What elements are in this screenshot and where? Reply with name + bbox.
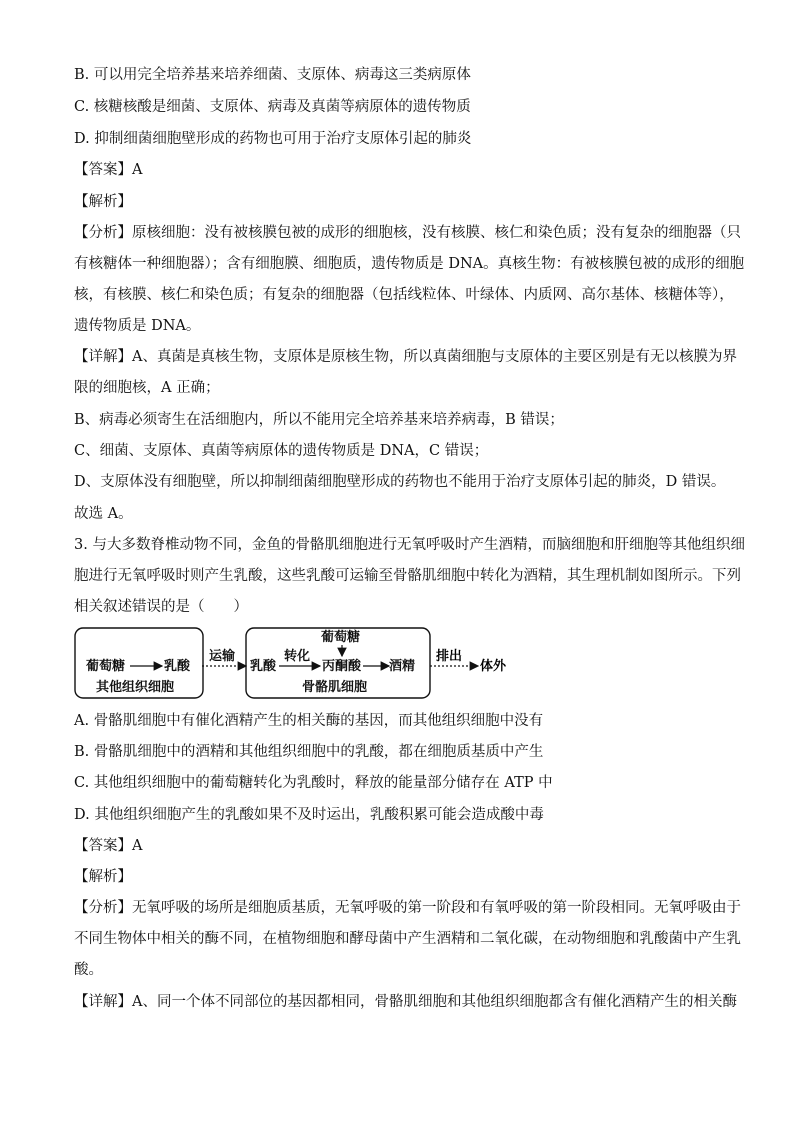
convert-label: 转化 <box>284 649 311 664</box>
question-3-line: 相关叙述错误的是（ ） <box>74 599 248 615</box>
glucose-left-label: 葡萄糖 <box>86 659 126 674</box>
excrete-label: 排出 <box>436 649 463 664</box>
transport-label: 运输 <box>209 649 236 664</box>
outside-label: 体外 <box>480 659 507 674</box>
conclusion-line: 故选 A。 <box>74 506 133 522</box>
detail-line: 【详解】A、真菌是真核生物，支原体是原核生物，所以真菌细胞与支原体的主要区别是有无以核膜为界 <box>74 349 737 365</box>
analysis-line: 酸。 <box>74 962 103 978</box>
analysis-line: 遗传物质是 DNA。 <box>74 318 201 334</box>
alcohol-label: 酒精 <box>389 659 416 674</box>
analysis-line: 不同生物体中相关的酶不同，在植物细胞和酵母菌中产生酒精和二氧化碳，在动物细胞和乳酸菌中产生乳 <box>74 931 741 947</box>
lactic-left-label: 乳酸 <box>164 659 191 674</box>
answer-label: 【答案】A <box>74 162 143 178</box>
detail-line: C、细菌、支原体、真菌等病原体的遗传物质是 DNA，C 错误； <box>74 443 489 459</box>
analysis-line: 有核糖体一种细胞器）；含有细胞膜、细胞质，遗传物质是 DNA。真核生物：有被核膜包被的成形的细胞 <box>74 256 745 272</box>
muscle-cells-label: 骨骼肌细胞 <box>302 680 368 695</box>
analysis-line: 【分析】原核细胞：没有被核膜包被的成形的细胞核，没有核膜、核仁和染色质；没有复杂的细胞器（只 <box>74 225 741 241</box>
detail-line: D、支原体没有细胞壁，所以抑制细菌细胞壁形成的药物也不能用于治疗支原体引起的肺炎，D 错误。 <box>74 474 726 490</box>
excrete-diagram-part <box>430 625 550 705</box>
explanation-label: 【解析】 <box>74 869 132 885</box>
analysis-line: 核，有核膜、核仁和染色质；有复杂的细胞器（包括线粒体、叶绿体、内质网、高尔基体、核糖体等）， <box>74 287 734 303</box>
option-d: D. 抑制细菌细胞壁形成的药物也可用于治疗支原体引起的肺炎 <box>74 131 472 147</box>
glucose-top-label: 葡萄糖 <box>321 630 361 645</box>
lactic-mid-label: 乳酸 <box>250 659 277 674</box>
option-d: D. 其他组织细胞产生的乳酸如果不及时运出，乳酸积累可能会造成酸中毒 <box>74 807 544 823</box>
question-3-line: 3. 与大多数脊椎动物不同，金鱼的骨骼肌细胞进行无氧呼吸时产生酒精，而脑细胞和肝细胞等其他组织细 <box>74 537 745 553</box>
explanation-label: 【解析】 <box>74 194 132 210</box>
option-c: C. 核糖核酸是细菌、支原体、病毒及真菌等病原体的遗传物质 <box>74 99 471 115</box>
detail-line: 限的细胞核，A 正确； <box>74 380 220 396</box>
detail-line: 【详解】A、同一个体不同部位的基因都相同，骨骼肌细胞和其他组织细胞都含有催化酒精产生的相关酶 <box>74 994 737 1010</box>
analysis-line: 【分析】无氧呼吸的场所是细胞质基质，无氧呼吸的第一阶段和有氧呼吸的第一阶段相同。无氧呼吸由于 <box>74 900 741 916</box>
detail-line: B、病毒必须寄生在活细胞内，所以不能用完全培养基来培养病毒，B 错误； <box>74 412 564 428</box>
metabolism-diagram <box>74 625 434 705</box>
option-a: A. 骨骼肌细胞中有催化酒精产生的相关酶的基因，而其他组织细胞中没有 <box>74 713 544 729</box>
option-b: B. 可以用完全培养基来培养细菌、支原体、病毒这三类病原体 <box>74 67 471 83</box>
other-cells-label: 其他组织细胞 <box>96 680 175 695</box>
pyruvate-label: 丙酮酸 <box>322 659 362 674</box>
question-3-line: 胞进行无氧呼吸时则产生乳酸，这些乳酸可运输至骨骼肌细胞中转化为酒精，其生理机制如图所示。下列 <box>74 568 741 584</box>
option-b: B. 骨骼肌细胞中的酒精和其他组织细胞中的乳酸，都在细胞质基质中产生 <box>74 744 544 760</box>
answer-label: 【答案】A <box>74 838 143 854</box>
option-c: C. 其他组织细胞中的葡萄糖转化为乳酸时，释放的能量部分储存在 ATP 中 <box>74 775 553 791</box>
